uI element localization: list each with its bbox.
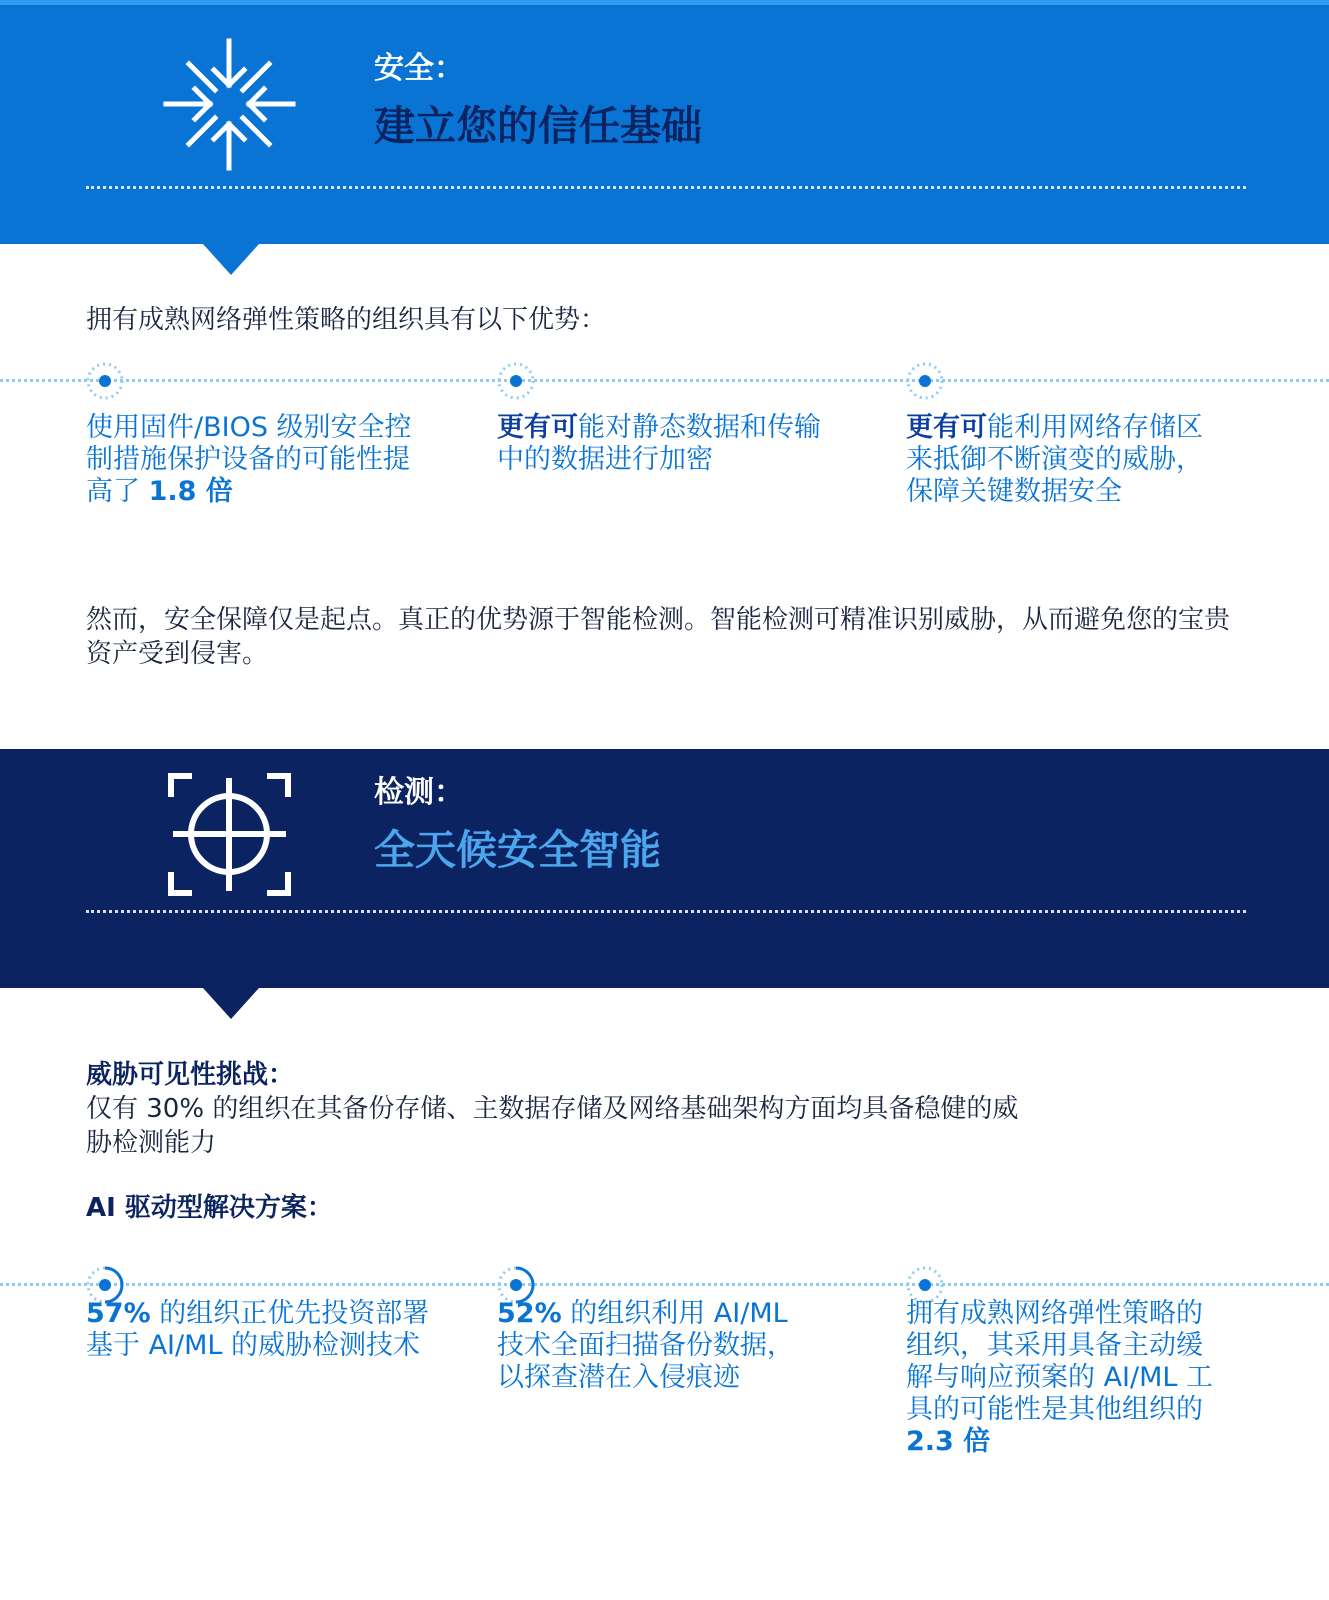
detection-stat-backup-scan	[497, 1298, 797, 1394]
timeline-node-icon	[83, 359, 127, 403]
security-stat-encryption	[497, 412, 837, 476]
stat-text: 拥有成熟网络弹性策略的组织，其采用具备主动缓解与响应预案的 AI/ML 工具的可能性是其他组织的	[906, 1298, 1214, 1425]
stat-emphasis: 更有可	[906, 412, 987, 443]
arrows-converge-icon	[162, 37, 297, 172]
stat-multiplier: 2.3 倍	[906, 1426, 991, 1457]
security-timeline	[0, 359, 1329, 403]
security-stat-firmware	[86, 412, 436, 508]
security-intro: 拥有成熟网络弹性策略的组织具有以下优势：	[86, 305, 607, 335]
stat-text: 的组织正优先投资部署基于 AI/ML 的威胁检测技术	[86, 1298, 430, 1361]
stat-percent: 57%	[86, 1298, 151, 1329]
security-paragraph: 然而，安全保障仅是起点。真正的优势源于智能检测。智能检测可精准识别威胁，从而避免您的宝贵资产受到侵害。	[86, 605, 1231, 669]
stat-text: 的组织利用 AI/ML 技术全面扫描备份数据，以探查潜在入侵痕迹	[497, 1298, 794, 1393]
challenge-body: 仅有 30% 的组织在其备份存储、主数据存储及网络基础架构方面均具备稳健的威胁检测能力	[86, 1094, 1019, 1158]
detection-stat-investment	[86, 1298, 436, 1362]
stat-text: 能利用网络存储区来抵御不断演变的威胁，保障关键数据安全	[906, 412, 1203, 507]
security-kicker: 安全：	[374, 51, 464, 86]
stat-emphasis: 更有可	[497, 412, 578, 443]
timeline-dotted-line	[0, 1283, 1329, 1286]
timeline-node-icon	[903, 359, 947, 403]
detection-title: 全天候安全智能	[374, 826, 661, 874]
security-band-divider	[86, 186, 1246, 189]
security-title: 建立您的信任基础	[374, 102, 702, 150]
stat-percent: 52%	[497, 1298, 562, 1329]
timeline-node-icon	[494, 359, 538, 403]
detection-band-pointer	[203, 988, 259, 1019]
security-band-pointer	[203, 244, 259, 275]
detection-kicker: 检测：	[374, 775, 464, 810]
solution-heading: AI 驱动型解决方案：	[86, 1193, 333, 1223]
detection-band-divider	[86, 910, 1246, 913]
stat-text: 能对静态数据和传输中的数据进行加密	[497, 412, 821, 475]
security-stat-network-vault	[906, 412, 1216, 508]
timeline-dotted-line	[0, 379, 1329, 382]
challenge-heading: 威胁可见性挑战：	[86, 1060, 295, 1090]
detection-header-band	[0, 749, 1329, 988]
security-header-band	[0, 5, 1329, 244]
stat-text: 使用固件/BIOS 级别安全控制措施保护设备的可能性提高了	[86, 412, 412, 507]
stat-multiplier: 1.8 倍	[148, 476, 233, 507]
crosshair-target-icon	[162, 767, 297, 902]
detection-stat-ai-tools	[906, 1298, 1226, 1458]
